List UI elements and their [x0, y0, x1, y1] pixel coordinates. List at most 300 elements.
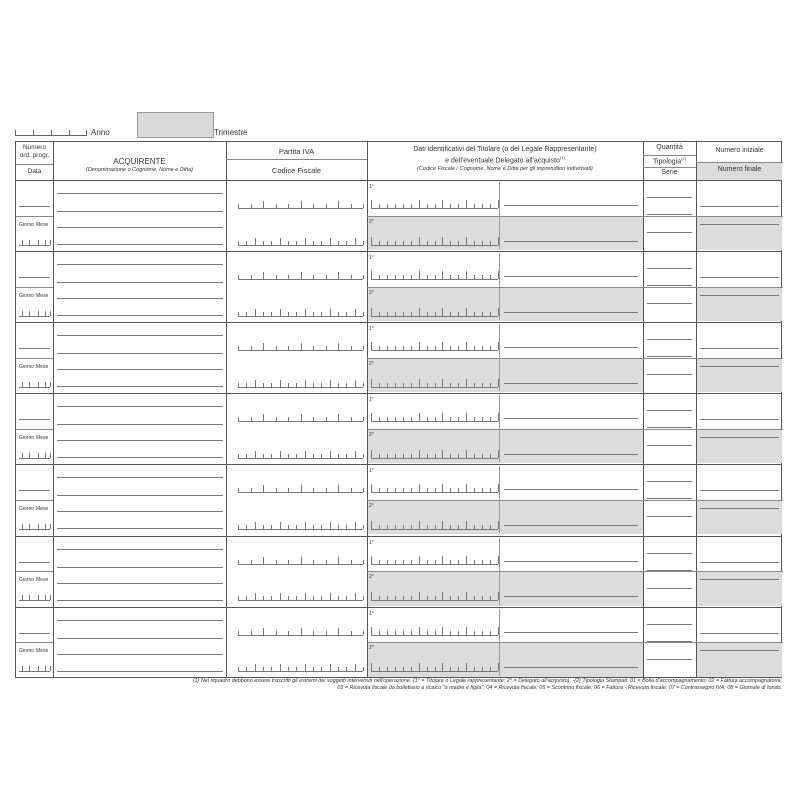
stampati-field[interactable]: [647, 427, 692, 428]
acquirente-line[interactable]: [57, 457, 223, 458]
acquirente-line[interactable]: [57, 654, 223, 655]
stampati-field[interactable]: [647, 232, 692, 233]
digit-tick: [288, 631, 289, 635]
numero-iniziale-field[interactable]: [700, 562, 779, 563]
codice-fiscale-field[interactable]: [238, 529, 363, 530]
digit-tick: [466, 379, 467, 387]
digit-tick: [450, 667, 451, 671]
acquirente-line[interactable]: [57, 600, 223, 601]
digit-tick: [305, 238, 306, 245]
digit-tick: [379, 383, 380, 387]
delegato-label: 2°: [369, 645, 374, 652]
digit-tick: [395, 417, 396, 421]
numero-finale-field[interactable]: [700, 295, 779, 296]
codice-fiscale-field[interactable]: [238, 245, 363, 246]
digit-tick: [271, 383, 272, 387]
numero-finale-field[interactable]: [700, 508, 779, 509]
digit-tick: [435, 454, 436, 458]
digit-tick: [263, 596, 264, 600]
digit-tick: [280, 522, 281, 529]
row-mid-divider: [16, 642, 53, 643]
delegato-cf-field[interactable]: [371, 245, 498, 246]
digit-tick: [363, 312, 364, 316]
footnote-line1: (1) Nel riquadro debbono essere trascritti gli estremi dei soggetti intervenuti nell'operazione. (1° = Titolare o Legale rappresentante; 2° = Delegato all'acquisto). -(2) Tipologia Stampati: 01 = Bolla d'accompagnamento; 02 = Fattura accompagnatoria;: [192, 678, 782, 684]
numero-finale-field[interactable]: [700, 437, 779, 438]
delegato-name-field[interactable]: [504, 312, 638, 313]
digit-tick: [288, 346, 289, 350]
titolare-cf-field[interactable]: [371, 564, 498, 565]
stampati-field[interactable]: [647, 339, 692, 340]
delegato-label: 2°: [369, 431, 374, 438]
acquirente-line[interactable]: [57, 353, 223, 354]
digit-tick: [435, 417, 436, 421]
digit-tick: [403, 631, 404, 635]
digit-tick: [371, 556, 372, 564]
digit-tick: [474, 631, 475, 635]
acquirente-line[interactable]: [57, 406, 223, 407]
digit-tick: [301, 343, 302, 350]
numero-iniziale-field[interactable]: [700, 277, 779, 278]
digit-tick: [435, 488, 436, 492]
digit-tick: [450, 383, 451, 387]
delegato-cf-field[interactable]: [371, 671, 498, 672]
digit-tick: [251, 560, 252, 564]
delegato-name-field[interactable]: [504, 667, 638, 668]
digit-tick: [326, 488, 327, 492]
stampati-field[interactable]: [647, 285, 692, 286]
partita-iva-field[interactable]: [238, 208, 363, 209]
delegato-name-field[interactable]: [504, 241, 638, 242]
digit-tick: [296, 383, 297, 387]
digit-tick: [346, 241, 347, 245]
numero-finale-shade: [697, 643, 782, 677]
codice-fiscale-field[interactable]: [238, 387, 363, 388]
stampati-field[interactable]: [647, 570, 692, 571]
codice-fiscale-field[interactable]: [238, 458, 363, 459]
stampati-field[interactable]: [647, 410, 692, 411]
digit-tick: [474, 383, 475, 387]
digit-tick: [246, 241, 247, 245]
partita-iva-header: Partita IVA: [278, 147, 315, 156]
partita-iva-field[interactable]: [238, 350, 363, 351]
titolare-cf-field[interactable]: [371, 492, 498, 493]
titolare-name-field[interactable]: [504, 205, 638, 206]
digit-tick: [313, 631, 314, 635]
stampati-field[interactable]: [647, 268, 692, 269]
digit-tick: [442, 663, 443, 671]
digit-tick: [395, 275, 396, 279]
delegato-name-field[interactable]: [504, 525, 638, 526]
acquirente-line[interactable]: [57, 567, 223, 568]
mese-label: Mese: [36, 648, 49, 655]
numero-iniziale-field[interactable]: [700, 206, 779, 207]
acquirente-line[interactable]: [57, 282, 223, 283]
mese-label: Mese: [36, 434, 49, 441]
digit-tick: [442, 413, 443, 421]
digit-tick: [474, 275, 475, 279]
digit-tick: [313, 596, 314, 600]
digit-tick: [442, 556, 443, 564]
numero-field[interactable]: [19, 562, 50, 563]
digit-tick: [411, 346, 412, 350]
digit-tick: [296, 241, 297, 245]
digit-tick: [427, 667, 428, 671]
digit-tick: [387, 488, 388, 492]
acquirente-line[interactable]: [57, 440, 223, 441]
date-field[interactable]: [19, 671, 50, 672]
acquirente-line[interactable]: [57, 583, 223, 584]
digit-tick: [435, 667, 436, 671]
row-separator: [16, 607, 781, 608]
numero-field[interactable]: [19, 348, 50, 349]
digit-tick: [395, 312, 396, 316]
dati-divider: [499, 395, 500, 462]
partita-iva-field[interactable]: [238, 492, 363, 493]
partita-iva-field[interactable]: [238, 421, 363, 422]
digit-tick: [435, 241, 436, 245]
delegato-name-field[interactable]: [504, 454, 638, 455]
stampati-field[interactable]: [647, 481, 692, 482]
digit-tick: [411, 525, 412, 529]
digit-tick: [321, 241, 322, 245]
date-field[interactable]: [19, 529, 50, 530]
titolare-cf-field[interactable]: [371, 421, 498, 422]
stampati-field[interactable]: [647, 659, 692, 660]
digit-tick: [419, 413, 420, 421]
digit-tick: [411, 204, 412, 208]
stampati-field[interactable]: [647, 516, 692, 517]
acquirente-line[interactable]: [57, 620, 223, 621]
digit-tick: [371, 450, 372, 458]
digit-tick: [490, 204, 491, 208]
digit-tick: [387, 241, 388, 245]
digit-tick: [435, 312, 436, 316]
row-separator: [16, 322, 781, 323]
digit-tick: [271, 596, 272, 600]
acquirente-line[interactable]: [57, 298, 223, 299]
date-tick: [50, 453, 51, 458]
digit-tick: [371, 413, 372, 421]
date-field[interactable]: [19, 458, 50, 459]
digit-tick: [387, 204, 388, 208]
footnote: [150, 678, 782, 691]
digit-tick: [458, 631, 459, 635]
digit-tick: [363, 275, 364, 279]
digit-tick: [313, 454, 314, 458]
digit-tick: [490, 596, 491, 600]
titolare-cf-field[interactable]: [371, 350, 498, 351]
digit-tick: [458, 560, 459, 564]
digit-tick: [301, 272, 302, 279]
digit-tick: [379, 454, 380, 458]
digit-tick: [330, 451, 331, 458]
digit-tick: [263, 525, 264, 529]
numero-finale-field[interactable]: [700, 366, 779, 367]
giorno-label: Giorno: [19, 221, 35, 228]
digit-tick: [395, 383, 396, 387]
digit-tick: [450, 560, 451, 564]
titolare-name-field[interactable]: [504, 561, 638, 562]
digit-tick: [305, 593, 306, 600]
digit-tick: [482, 667, 483, 671]
digit-tick: [379, 275, 380, 279]
acquirente-line[interactable]: [57, 369, 223, 370]
digit-tick: [263, 241, 264, 245]
stampati-field[interactable]: [647, 641, 692, 642]
titolare-cf-field[interactable]: [371, 208, 498, 209]
dati-divider: [499, 609, 500, 676]
digit-tick: [458, 241, 459, 245]
digit-tick: [419, 271, 420, 279]
date-tick: [50, 524, 51, 529]
giorno-label: Giorno: [19, 648, 35, 655]
digit-tick: [474, 525, 475, 529]
date-field[interactable]: [19, 600, 50, 601]
giorno-label: Giorno: [19, 505, 35, 512]
numero-iniziale-field[interactable]: [700, 490, 779, 491]
digit-tick: [411, 312, 412, 316]
digit-tick: [387, 417, 388, 421]
acquirente-line[interactable]: [57, 211, 223, 212]
digit-tick: [371, 342, 372, 350]
titolare-name-field[interactable]: [504, 347, 638, 348]
acquirente-line[interactable]: [57, 671, 223, 672]
titolare-cf-field[interactable]: [371, 635, 498, 636]
numero-finale-header: Numero finale: [717, 166, 762, 173]
digit-tick: [363, 525, 364, 529]
digit-tick: [490, 525, 491, 529]
digit-tick: [419, 556, 420, 564]
date-tick: [50, 311, 51, 316]
digit-tick: [435, 560, 436, 564]
acquirente-line[interactable]: [57, 264, 223, 265]
stampati-field[interactable]: [647, 374, 692, 375]
trimestre-field[interactable]: [137, 112, 214, 138]
acquirente-line[interactable]: [57, 315, 223, 316]
delegato-cf-field[interactable]: [371, 316, 498, 317]
digit-tick: [330, 593, 331, 600]
delegato-cf-field[interactable]: [371, 600, 498, 601]
anno-label: Anno: [91, 128, 110, 137]
numero-field[interactable]: [19, 490, 50, 491]
date-field[interactable]: [19, 387, 50, 388]
digit-tick: [450, 241, 451, 245]
digit-tick: [288, 275, 289, 279]
digit-tick: [313, 312, 314, 316]
codice-fiscale-field[interactable]: [238, 671, 363, 672]
partita-iva-field[interactable]: [238, 635, 363, 636]
dati-divider: [499, 466, 500, 533]
titolare-cf-field[interactable]: [371, 279, 498, 280]
digit-tick: [466, 484, 467, 492]
acquirente-line[interactable]: [57, 244, 223, 245]
date-field[interactable]: [19, 245, 50, 246]
digit-tick: [490, 312, 491, 316]
digit-tick: [490, 241, 491, 245]
digit-tick: [466, 237, 467, 245]
codice-fiscale-field[interactable]: [238, 316, 363, 317]
delegato-cf-field[interactable]: [371, 458, 498, 459]
digit-tick: [411, 560, 412, 564]
numero-iniziale-field[interactable]: [700, 633, 779, 634]
digit-tick: [271, 241, 272, 245]
acquirente-line[interactable]: [57, 495, 223, 496]
acquirente-line[interactable]: [57, 335, 223, 336]
digit-tick: [238, 596, 239, 600]
numero-finale-shade: [697, 359, 782, 393]
digit-tick: [251, 488, 252, 492]
stampati-field[interactable]: [647, 214, 692, 215]
giorno-label: Giorno: [19, 434, 35, 441]
digit-tick: [338, 312, 339, 316]
stampati-field[interactable]: [647, 197, 692, 198]
row-mid-divider: [367, 571, 783, 572]
digit-tick: [411, 488, 412, 492]
digit-tick: [346, 667, 347, 671]
numero-iniziale-field[interactable]: [700, 348, 779, 349]
digit-tick: [363, 667, 364, 671]
stampati-field[interactable]: [647, 445, 692, 446]
digit-tick: [474, 417, 475, 421]
digit-tick: [371, 308, 372, 316]
digit-tick: [442, 379, 443, 387]
digit-tick: [296, 667, 297, 671]
numero-field[interactable]: [19, 206, 50, 207]
acquirente-line[interactable]: [57, 424, 223, 425]
digit-tick: [466, 450, 467, 458]
digit-tick: [387, 383, 388, 387]
acquirente-line[interactable]: [57, 549, 223, 550]
digit-tick: [355, 238, 356, 245]
digit-tick: [427, 241, 428, 245]
numero-field[interactable]: [19, 419, 50, 420]
stampati-field[interactable]: [647, 356, 692, 357]
dati-divider: [499, 182, 500, 249]
numero-finale-field[interactable]: [700, 224, 779, 225]
digit-tick: [338, 667, 339, 671]
codice-fiscale-field[interactable]: [238, 600, 363, 601]
digit-tick: [458, 525, 459, 529]
digit-tick: [403, 275, 404, 279]
partita-iva-field[interactable]: [238, 564, 363, 565]
acquirente-line[interactable]: [57, 477, 223, 478]
digit-tick: [458, 454, 459, 458]
digit-tick: [296, 312, 297, 316]
digit-tick: [379, 525, 380, 529]
digit-tick: [288, 241, 289, 245]
stampati-field[interactable]: [647, 498, 692, 499]
digit-tick: [271, 312, 272, 316]
digit-tick: [371, 271, 372, 279]
digit-tick: [458, 596, 459, 600]
digit-tick: [313, 346, 314, 350]
titolare-name-field[interactable]: [504, 418, 638, 419]
digit-tick: [387, 596, 388, 600]
digit-tick: [288, 596, 289, 600]
digit-tick: [313, 275, 314, 279]
digit-tick: [379, 241, 380, 245]
titolare-name-field[interactable]: [504, 632, 638, 633]
digit-tick: [379, 312, 380, 316]
stampati-field[interactable]: [647, 303, 692, 304]
stampati-field[interactable]: [647, 624, 692, 625]
date-field[interactable]: [19, 316, 50, 317]
digit-tick: [305, 451, 306, 458]
acquirente-line[interactable]: [57, 227, 223, 228]
numero-finale-field[interactable]: [700, 579, 779, 580]
digit-tick: [363, 346, 364, 350]
digit-tick: [371, 379, 372, 387]
digit-tick: [403, 383, 404, 387]
digit-tick: [271, 454, 272, 458]
digit-tick: [276, 346, 277, 350]
digit-tick: [326, 417, 327, 421]
digit-tick: [280, 238, 281, 245]
digit-tick: [288, 525, 289, 529]
digit-tick: [296, 596, 297, 600]
delegato-cf-field[interactable]: [371, 387, 498, 388]
digit-tick: [238, 488, 239, 492]
anno-field[interactable]: [15, 120, 87, 136]
digit-tick: [263, 557, 264, 564]
mese-label: Mese: [36, 292, 49, 299]
digit-tick: [276, 275, 277, 279]
partita-iva-field[interactable]: [238, 279, 363, 280]
delegato-name-field[interactable]: [504, 596, 638, 597]
delegato-name-field[interactable]: [504, 383, 638, 384]
numero-field[interactable]: [19, 633, 50, 634]
digit-tick: [379, 488, 380, 492]
digit-tick: [330, 238, 331, 245]
titolare-name-field[interactable]: [504, 489, 638, 490]
tipologia-header: [643, 156, 696, 165]
digit-tick: [427, 488, 428, 492]
acquirente-line[interactable]: [57, 638, 223, 639]
digit-tick: [474, 204, 475, 208]
digit-tick: [435, 275, 436, 279]
titolare-label: 1°: [369, 184, 374, 190]
digit-tick: [355, 451, 356, 458]
delegato-cf-field[interactable]: [371, 529, 498, 530]
acquirente-line[interactable]: [57, 386, 223, 387]
stampati-field[interactable]: [647, 588, 692, 589]
acquirente-line[interactable]: [57, 511, 223, 512]
digit-tick: [403, 454, 404, 458]
digit-tick: [238, 346, 239, 350]
acquirente-line[interactable]: [57, 193, 223, 194]
digit-tick: [251, 417, 252, 421]
titolare-name-field[interactable]: [504, 276, 638, 277]
digit-tick: [238, 204, 239, 208]
digit-tick: [355, 664, 356, 671]
digit-tick: [313, 667, 314, 671]
acquirente-line[interactable]: [57, 528, 223, 529]
digit-tick: [466, 627, 467, 635]
digit-tick: [330, 380, 331, 387]
mese-label: Mese: [36, 221, 49, 228]
numero-finale-field[interactable]: [700, 650, 779, 651]
digit-tick: [276, 488, 277, 492]
digit-tick: [326, 346, 327, 350]
stampati-field[interactable]: [647, 553, 692, 554]
numero-field[interactable]: [19, 277, 50, 278]
data-header: Data: [27, 168, 42, 175]
digit-tick: [379, 596, 380, 600]
digit-tick: [450, 488, 451, 492]
digit-tick: [330, 522, 331, 529]
digit-tick: [442, 592, 443, 600]
numero-iniziale-field[interactable]: [700, 419, 779, 420]
